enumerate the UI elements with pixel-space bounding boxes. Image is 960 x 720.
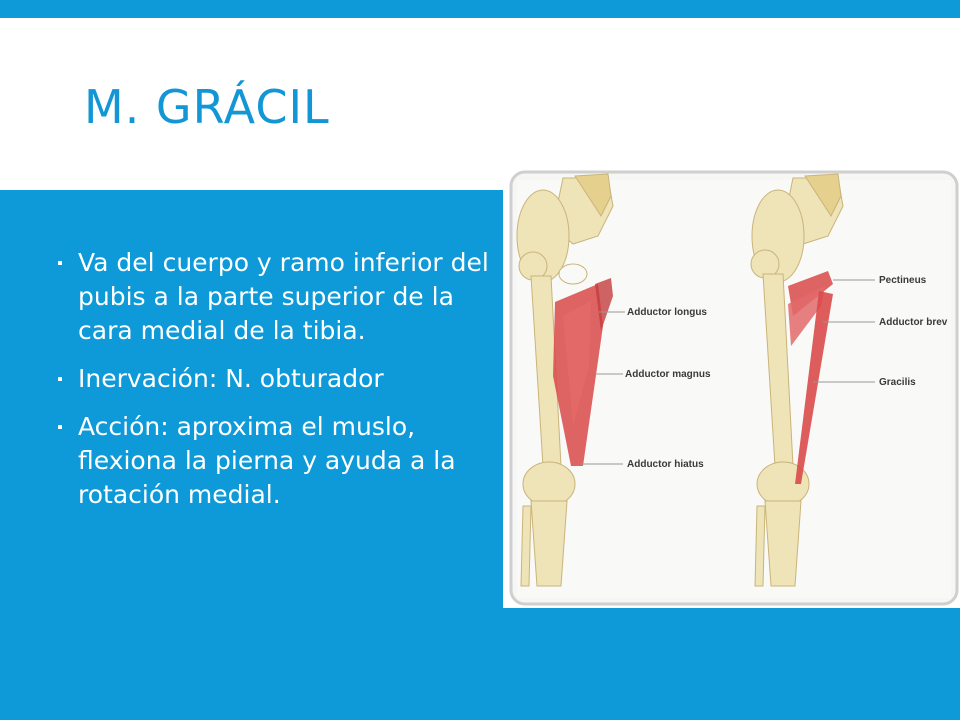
label-pectineus: Pectineus <box>879 275 927 286</box>
label-adductor-brevis: Adductor brev <box>879 317 948 328</box>
label-gracilis: Gracilis <box>879 377 916 388</box>
anatomy-illustration <box>503 166 960 608</box>
label-adductor-magnus: Adductor magnus <box>625 369 711 380</box>
top-accent-bar <box>0 0 960 18</box>
bullet-innervation: Inervación: N. obturador <box>56 362 506 396</box>
bullet-list <box>56 246 506 526</box>
label-adductor-hiatus: Adductor hiatus <box>627 459 704 470</box>
bullet-origin-insertion: Va del cuerpo y ramo inferior del pubis a la parte superior de la cara medial de la tibia. <box>56 246 506 348</box>
anatomy-figure <box>503 166 960 608</box>
bullet-action: Acción: aproxima el muslo, flexiona la pierna y ayuda a la rotación medial. <box>56 410 506 512</box>
slide-title: M. GRÁCIL <box>84 80 330 134</box>
label-adductor-longus: Adductor longus <box>627 307 707 318</box>
